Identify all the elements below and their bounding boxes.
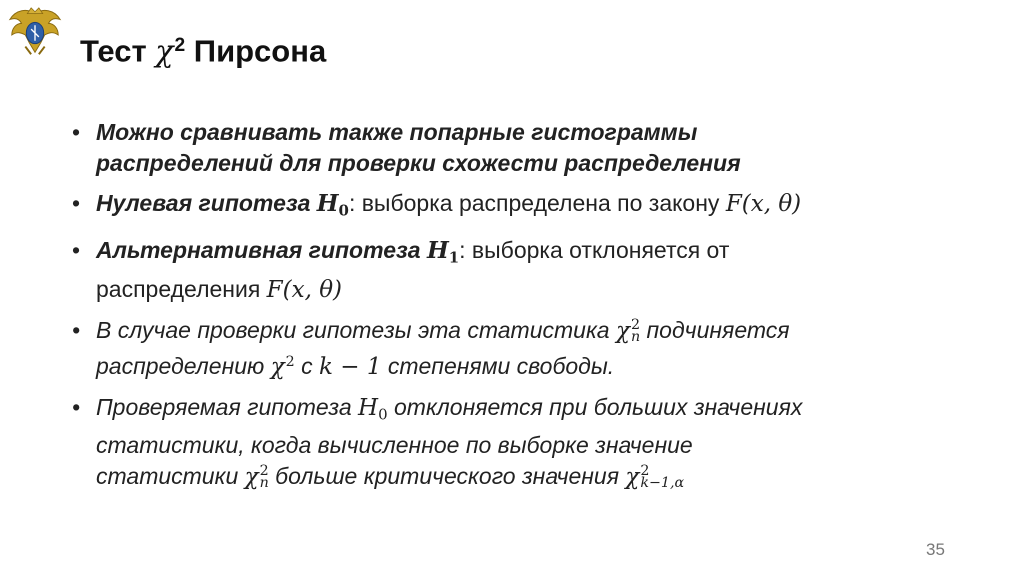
bullet-1-line-2: распределений для проверки схожести распределения <box>96 150 741 176</box>
distribution-formula: F(x, θ) <box>266 276 343 303</box>
title-chi-superscript: 2 <box>174 35 186 56</box>
bullet-list <box>72 117 972 502</box>
title-prefix: Тест <box>80 33 147 69</box>
alt-hypothesis-label: Альтернативная гипотеза <box>96 237 421 264</box>
title-chi-symbol: χ <box>155 34 174 70</box>
page-number: 35 <box>926 540 945 559</box>
h0-symbol: $H_0$ <box>358 394 388 424</box>
chi-critical-symbol: χ 2 k−1,α <box>625 463 685 492</box>
bullet-5-text-1b: отклоняется при больших значениях <box>394 393 803 420</box>
null-hypothesis-text: : выборка распределена по закону <box>348 190 720 216</box>
bullet-5-text-1: Проверяемая гипотеза <box>96 393 352 420</box>
bullet-4-text-2b: с <box>301 352 313 379</box>
bullet-item-1 <box>72 117 972 179</box>
slide-title <box>80 26 326 73</box>
bullet-marker: • <box>72 190 81 216</box>
alt-hypothesis-symbol: $H_1$ <box>426 237 460 267</box>
eagle-emblem-logo <box>6 4 64 62</box>
bullet-item-3 <box>72 235 972 305</box>
null-hypothesis-label: Нулевая гипотеза <box>96 190 311 216</box>
bullet-item-2 <box>72 188 972 226</box>
bullet-item-4 <box>72 315 972 383</box>
bullet-4-text-1b: подчиняется <box>646 316 790 343</box>
alt-hypothesis-line-2: распределения <box>96 275 261 302</box>
chi-n-symbol: χ 2 n <box>616 316 641 346</box>
bullet-marker: • <box>72 237 81 264</box>
bullet-4-text-2: распределению <box>96 352 265 379</box>
bullet-4-text-2c: степенями свободы. <box>387 352 615 379</box>
bullet-4-text-1: В случае проверки гипотезы эта статистика <box>96 316 610 343</box>
null-hypothesis-symbol: $H_0$ <box>316 190 349 220</box>
degrees-formula: k − 1 <box>319 353 382 380</box>
bullet-5-text-3: статистики <box>96 463 239 490</box>
title-suffix: Пирсона <box>193 33 327 69</box>
bullet-1-line-1: Можно сравнивать также попарные гистограммы <box>96 119 698 145</box>
bullet-item-5 <box>72 392 972 493</box>
bullet-5-text-3b: больше критического значения <box>275 463 619 490</box>
chi-n-symbol: χ 2 n <box>244 463 269 492</box>
chi-squared-symbol: $\chi^2$ <box>270 353 295 380</box>
bullet-marker: • <box>72 316 81 343</box>
bullet-5-text-2: статистики, когда вычисленное по выборке значение <box>96 432 693 459</box>
distribution-formula: F(x, θ) <box>725 191 802 217</box>
bullet-marker: • <box>72 393 81 420</box>
alt-hypothesis-text: : выборка отклоняется от <box>459 237 730 264</box>
bullet-marker: • <box>72 119 81 145</box>
